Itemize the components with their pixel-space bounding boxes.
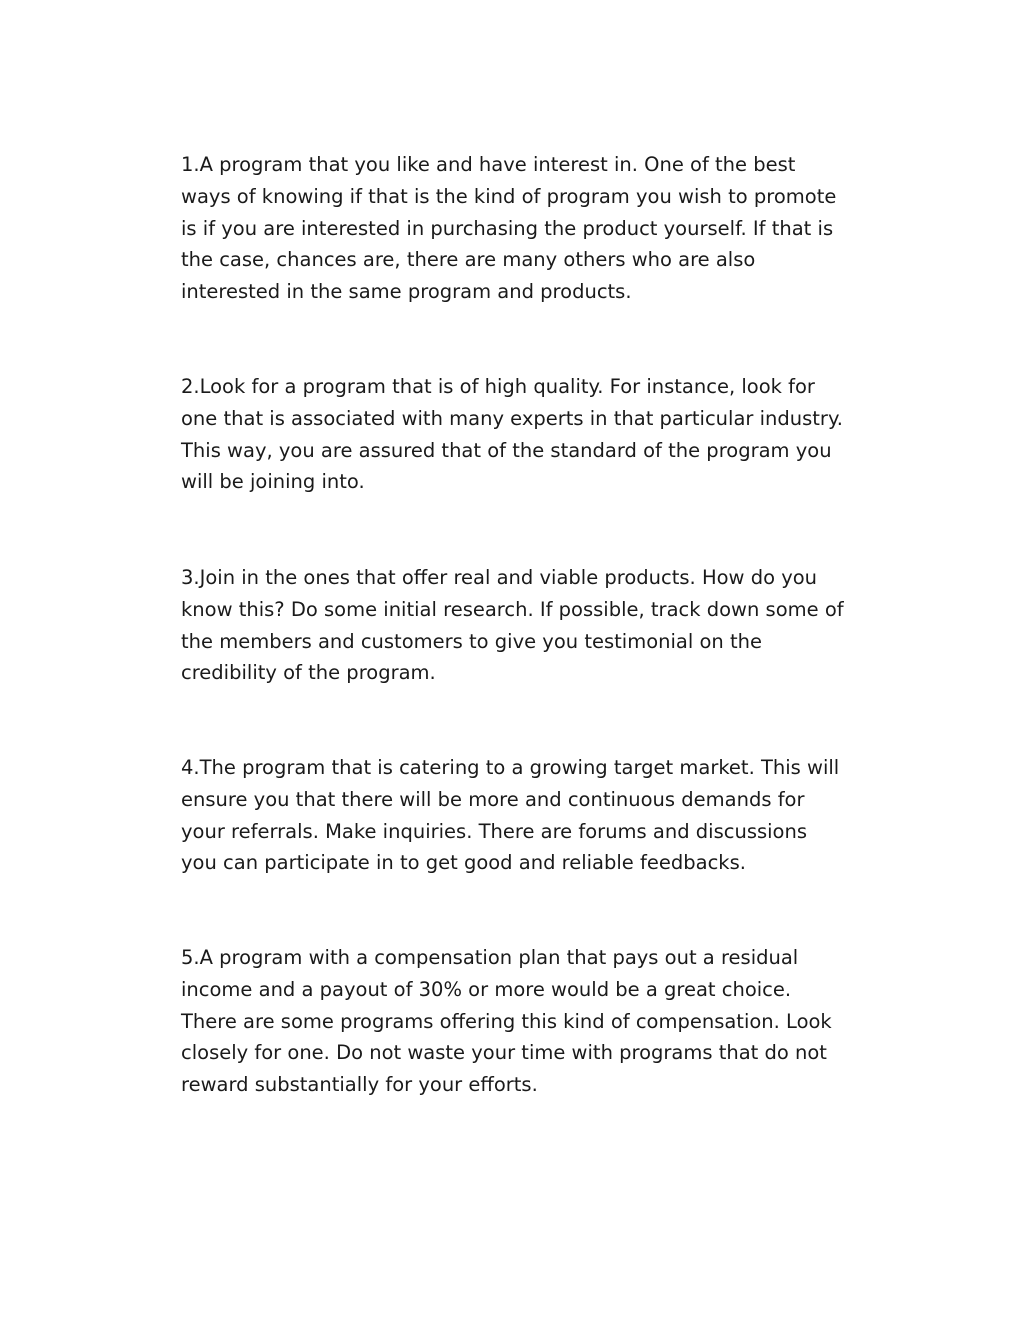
paragraph-line: reward substantially for your efforts. <box>181 1073 538 1097</box>
paragraph-line: your referrals. Make inquiries. There are forums and discussions <box>181 819 808 843</box>
paragraph-line: the members and customers to give you testimonial on the <box>181 629 762 653</box>
paragraph-1 <box>181 149 881 308</box>
paragraph-line: 1.A program that you like and have interest in. One of the best <box>181 153 796 176</box>
paragraph-line: 4.The program that is catering to a growing target market. This will <box>181 756 840 779</box>
paragraph-line: income and a payout of 30% or more would be a great choice. <box>181 977 792 1001</box>
paragraph-line: ways of knowing if that is the kind of program you wish to promote <box>181 184 837 208</box>
paragraph-3 <box>181 562 881 689</box>
paragraph-line: one that is associated with many experts in that particular industry. <box>181 406 843 430</box>
paragraph-line: will be joining into. <box>181 470 365 494</box>
paragraph-line: This way, you are assured that of the standard of the program you <box>181 438 832 462</box>
paragraph-line: know this? Do some initial research. If possible, track down some of <box>181 597 844 621</box>
paragraph-line: credibility of the program. <box>181 661 436 685</box>
paragraph-2 <box>181 371 881 498</box>
paragraph-line: There are some programs offering this kind of compensation. Look <box>181 1009 832 1033</box>
paragraph-line: interested in the same program and products. <box>181 280 632 304</box>
paragraph-line: ensure you that there will be more and continuous demands for <box>181 787 805 811</box>
paragraph-5 <box>181 942 881 1101</box>
paragraph-4 <box>181 752 881 879</box>
paragraph-line: is if you are interested in purchasing the product yourself. If that is <box>181 216 834 240</box>
paragraph-line: 3.Join in the ones that offer real and viable products. How do you <box>181 566 818 589</box>
paragraph-line: closely for one. Do not waste your time with programs that do not <box>181 1041 827 1065</box>
paragraph-line: 2.Look for a program that is of high quality. For instance, look for <box>181 375 815 398</box>
paragraph-line: the case, chances are, there are many others who are also <box>181 248 756 272</box>
paragraph-line: you can participate in to get good and reliable feedbacks. <box>181 851 746 875</box>
paragraph-line: 5.A program with a compensation plan that pays out a residual <box>181 946 799 969</box>
